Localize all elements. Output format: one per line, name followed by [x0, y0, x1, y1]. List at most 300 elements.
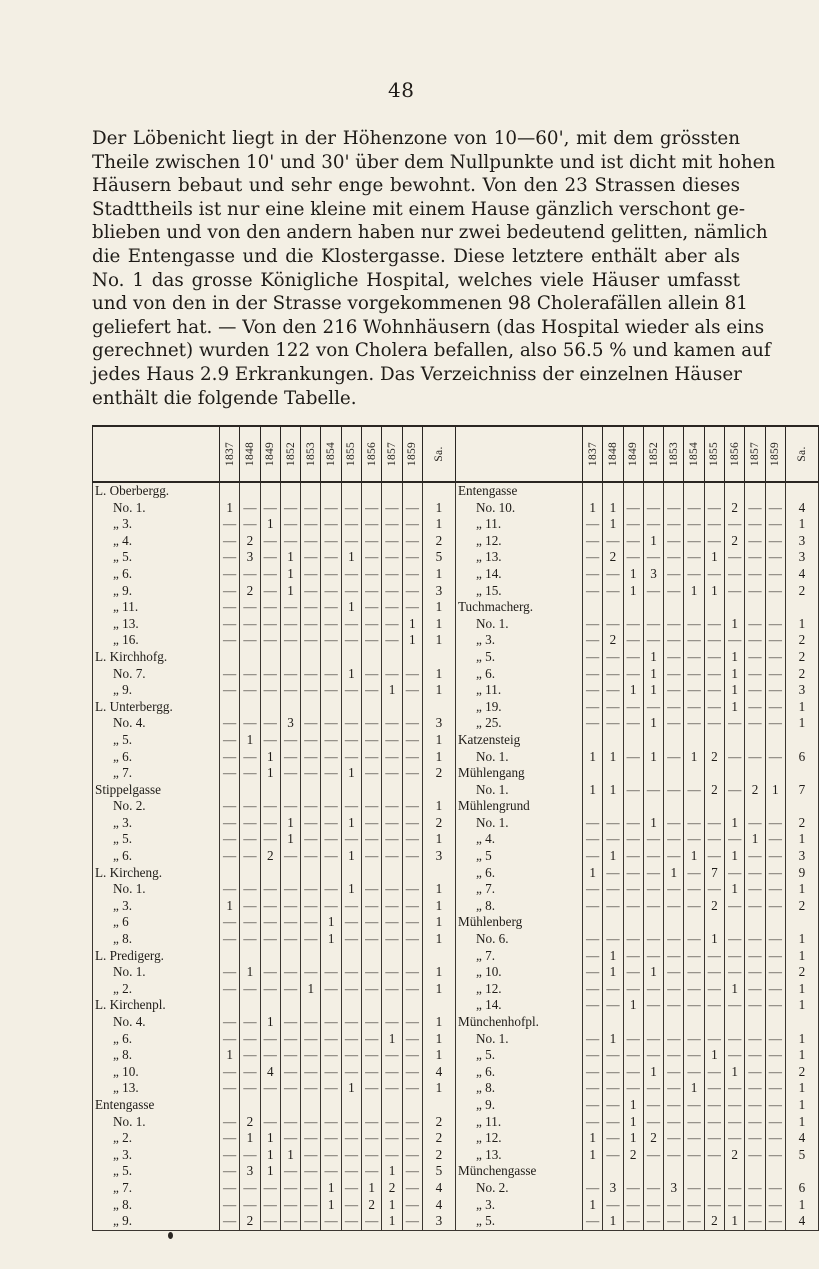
left-case-count: —	[240, 1047, 260, 1064]
right-case-count	[643, 732, 663, 749]
right-case-count: 1	[704, 931, 724, 948]
right-case-count: —	[664, 533, 684, 550]
left-case-count: —	[321, 616, 341, 633]
left-case-count: —	[240, 765, 260, 782]
right-case-count: —	[664, 1031, 684, 1048]
left-row-sum: 1	[422, 566, 455, 583]
right-row-sum: 1	[785, 931, 818, 948]
right-case-count: —	[765, 931, 785, 948]
right-case-count	[643, 765, 663, 782]
right-case-count: 1	[684, 1080, 704, 1097]
left-case-count: —	[402, 1130, 422, 1147]
right-case-count: —	[603, 649, 623, 666]
left-row-sum: 4	[422, 1064, 455, 1081]
year-label: 1857	[748, 441, 761, 467]
right-case-count	[623, 1163, 643, 1180]
left-case-count: —	[301, 1014, 321, 1031]
left-case-count: —	[382, 1064, 402, 1081]
left-case-count	[260, 699, 280, 716]
right-street-name: „ 3.	[455, 1197, 582, 1214]
left-case-count: 1	[382, 682, 402, 699]
right-case-count: —	[765, 1197, 785, 1214]
table-row	[93, 500, 819, 517]
right-case-count: —	[684, 616, 704, 633]
right-sum-header	[785, 426, 818, 482]
year-label: 1859	[406, 441, 419, 467]
left-case-count: —	[402, 898, 422, 915]
year-label: 1853	[304, 441, 317, 467]
year-label: 1854	[688, 441, 701, 467]
right-street-name: Münchenhofpl.	[455, 1014, 582, 1031]
left-case-count: —	[341, 914, 361, 931]
left-case-count: —	[301, 632, 321, 649]
left-row-sum: 3	[422, 715, 455, 732]
right-case-count: —	[725, 997, 745, 1014]
right-street-name: No. 1.	[455, 616, 582, 633]
right-case-count: —	[725, 1180, 745, 1197]
right-case-count: 1	[582, 865, 602, 882]
right-case-count: —	[704, 682, 724, 699]
right-case-count: —	[603, 682, 623, 699]
right-case-count	[684, 482, 704, 500]
left-case-count: —	[402, 666, 422, 683]
right-case-count: —	[765, 500, 785, 517]
right-case-count: —	[582, 898, 602, 915]
right-case-count: —	[745, 1097, 765, 1114]
right-street-header	[455, 426, 582, 482]
left-case-count: —	[301, 583, 321, 600]
right-case-count: —	[603, 1114, 623, 1131]
left-street-name: „ 5.	[93, 549, 220, 566]
table-row	[93, 1197, 819, 1214]
left-case-count: —	[301, 533, 321, 550]
table-row	[93, 815, 819, 832]
right-case-count: —	[745, 964, 765, 981]
right-case-count: —	[704, 500, 724, 517]
left-case-count: —	[280, 1064, 300, 1081]
left-street-name: L. Unterbergg.	[93, 699, 220, 716]
right-case-count: 1	[643, 649, 663, 666]
right-case-count: 1	[603, 848, 623, 865]
right-case-count: —	[704, 666, 724, 683]
year-label: 1853	[667, 441, 680, 467]
left-street-name: „ 3.	[93, 898, 220, 915]
left-street-name: L. Kirchhofg.	[93, 649, 220, 666]
left-case-count: —	[240, 516, 260, 533]
left-case-count: —	[260, 632, 280, 649]
intro-line: die Entengasse und die Klostergasse. Diese letztere enthält aber als	[92, 245, 740, 267]
left-case-count: —	[280, 1047, 300, 1064]
right-case-count: —	[643, 632, 663, 649]
left-case-count: 1	[280, 1147, 300, 1164]
right-case-count: 1	[643, 682, 663, 699]
left-case-count: —	[382, 583, 402, 600]
right-case-count	[582, 914, 602, 931]
year-label: 1849	[627, 441, 640, 467]
left-case-count: —	[382, 931, 402, 948]
right-case-count: 3	[643, 566, 663, 583]
right-case-count: —	[745, 1180, 765, 1197]
left-case-count: —	[301, 616, 321, 633]
intro-line: blieben und von den andern haben nur zwei bedeutend gelitten, nämlich	[92, 222, 768, 244]
left-case-count: —	[301, 931, 321, 948]
year-label: 1856	[365, 441, 378, 467]
right-case-count: —	[664, 1213, 684, 1230]
right-case-count	[765, 1163, 785, 1180]
right-row-sum	[785, 482, 818, 500]
right-row-sum: 3	[785, 848, 818, 865]
left-case-count: —	[402, 981, 422, 998]
right-case-count	[745, 732, 765, 749]
left-case-count: —	[220, 1180, 240, 1197]
left-case-count: —	[362, 964, 382, 981]
left-case-count: —	[301, 1197, 321, 1214]
left-street-name: „ 7.	[93, 1180, 220, 1197]
left-case-count: —	[341, 632, 361, 649]
left-case-count: —	[220, 1114, 240, 1131]
right-case-count: —	[745, 1197, 765, 1214]
right-case-count	[582, 1014, 602, 1031]
left-case-count	[240, 482, 260, 500]
right-year-header	[582, 426, 602, 482]
left-case-count	[280, 997, 300, 1014]
left-case-count: —	[280, 1080, 300, 1097]
right-street-name: No. 1.	[455, 815, 582, 832]
right-street-name: „ 5.	[455, 1213, 582, 1230]
right-street-name: „ 6.	[455, 1064, 582, 1081]
left-case-count: 1	[402, 632, 422, 649]
left-case-count	[341, 482, 361, 500]
right-case-count: —	[684, 500, 704, 517]
left-case-count	[341, 997, 361, 1014]
cholera-table	[92, 425, 819, 1231]
left-case-count: —	[280, 616, 300, 633]
right-case-count: —	[643, 516, 663, 533]
right-case-count: —	[643, 1114, 663, 1131]
left-street-name: Stippelgasse	[93, 782, 220, 799]
right-case-count: —	[664, 815, 684, 832]
right-case-count: —	[725, 583, 745, 600]
left-case-count: —	[362, 931, 382, 948]
right-case-count	[704, 765, 724, 782]
left-case-count: —	[260, 599, 280, 616]
left-case-count: —	[220, 533, 240, 550]
right-case-count: —	[745, 583, 765, 600]
right-case-count: —	[684, 815, 704, 832]
left-case-count: 2	[240, 533, 260, 550]
right-case-count: —	[684, 533, 704, 550]
left-case-count: —	[301, 715, 321, 732]
year-label: 1849	[264, 441, 277, 467]
left-case-count: —	[341, 898, 361, 915]
left-row-sum: 2	[422, 533, 455, 550]
right-case-count: —	[684, 649, 704, 666]
left-case-count: 1	[240, 1130, 260, 1147]
left-street-name: No. 2.	[93, 798, 220, 815]
intro-line: geliefert hat. — Von den 216 Wohnhäusern (das Hospital wieder als eins	[92, 316, 765, 338]
left-case-count	[301, 782, 321, 799]
left-case-count: —	[321, 749, 341, 766]
left-case-count: —	[341, 1047, 361, 1064]
right-case-count: 2	[623, 1147, 643, 1164]
right-year-header	[745, 426, 765, 482]
left-case-count: —	[321, 599, 341, 616]
left-case-count: —	[362, 566, 382, 583]
right-case-count: —	[725, 1031, 745, 1048]
right-case-count: —	[684, 1180, 704, 1197]
right-row-sum: 1	[785, 715, 818, 732]
left-case-count: 2	[382, 1180, 402, 1197]
right-case-count: —	[745, 649, 765, 666]
right-case-count: —	[704, 1197, 724, 1214]
right-street-name: Katzensteig	[455, 732, 582, 749]
right-case-count: —	[745, 1147, 765, 1164]
right-case-count: —	[765, 1047, 785, 1064]
right-case-count: 1	[603, 516, 623, 533]
left-case-count: —	[341, 500, 361, 517]
right-street-name: „ 9.	[455, 1097, 582, 1114]
left-case-count: —	[301, 1114, 321, 1131]
sum-label: Sa.	[795, 446, 808, 462]
left-case-count: —	[382, 616, 402, 633]
right-case-count: —	[623, 749, 643, 766]
left-case-count: 1	[341, 765, 361, 782]
left-case-count	[402, 699, 422, 716]
left-case-count	[382, 699, 402, 716]
right-case-count: 1	[623, 1114, 643, 1131]
left-case-count: —	[382, 500, 402, 517]
left-case-count: —	[280, 765, 300, 782]
left-case-count: —	[321, 1114, 341, 1131]
right-case-count: 1	[725, 848, 745, 865]
table-row	[93, 616, 819, 633]
left-case-count: 1	[382, 1163, 402, 1180]
table-row	[93, 1213, 819, 1230]
table-row	[93, 1080, 819, 1097]
left-case-count	[362, 482, 382, 500]
left-case-count: —	[382, 1130, 402, 1147]
left-case-count	[301, 997, 321, 1014]
left-street-header	[93, 426, 220, 482]
right-case-count	[745, 599, 765, 616]
left-case-count: —	[402, 1197, 422, 1214]
right-case-count: 1	[623, 682, 643, 699]
right-row-sum	[785, 599, 818, 616]
year-label: 1852	[647, 441, 660, 467]
right-row-sum: 2	[785, 666, 818, 683]
right-case-count	[725, 798, 745, 815]
right-case-count: —	[623, 1197, 643, 1214]
right-case-count: —	[582, 566, 602, 583]
left-case-count: —	[402, 831, 422, 848]
left-case-count: 1	[260, 1147, 280, 1164]
right-case-count: 1	[623, 997, 643, 1014]
left-case-count: —	[382, 1047, 402, 1064]
right-row-sum: 1	[785, 1097, 818, 1114]
left-case-count: —	[280, 682, 300, 699]
right-case-count	[582, 765, 602, 782]
table-row	[93, 632, 819, 649]
year-label: 1855	[708, 441, 721, 467]
left-street-name: L. Kircheng.	[93, 865, 220, 882]
right-case-count: —	[623, 516, 643, 533]
left-case-count: —	[280, 516, 300, 533]
right-case-count: —	[765, 533, 785, 550]
page-number: 48	[388, 78, 415, 102]
right-case-count: —	[664, 881, 684, 898]
left-street-name: „ 10.	[93, 1064, 220, 1081]
left-case-count: —	[280, 1114, 300, 1131]
left-case-count: —	[301, 566, 321, 583]
right-row-sum	[785, 732, 818, 749]
right-case-count	[664, 732, 684, 749]
right-case-count	[643, 914, 663, 931]
table-row	[93, 682, 819, 699]
right-case-count: 2	[725, 1147, 745, 1164]
left-case-count	[240, 948, 260, 965]
left-case-count: —	[362, 1163, 382, 1180]
left-case-count: —	[362, 1080, 382, 1097]
left-case-count: —	[301, 1213, 321, 1230]
left-case-count: —	[321, 715, 341, 732]
left-street-name: „ 4.	[93, 533, 220, 550]
left-case-count: —	[341, 732, 361, 749]
left-case-count: —	[321, 798, 341, 815]
table-row	[93, 482, 819, 500]
left-case-count: —	[382, 1147, 402, 1164]
right-case-count: 1	[582, 749, 602, 766]
left-case-count: —	[321, 516, 341, 533]
left-case-count: —	[382, 1014, 402, 1031]
right-case-count: 1	[623, 566, 643, 583]
left-case-count: —	[341, 1014, 361, 1031]
right-case-count: 1	[582, 1130, 602, 1147]
right-case-count: —	[603, 1047, 623, 1064]
right-case-count	[725, 732, 745, 749]
right-row-sum: 6	[785, 1180, 818, 1197]
left-case-count: —	[362, 632, 382, 649]
right-case-count	[745, 914, 765, 931]
left-case-count: —	[341, 964, 361, 981]
left-case-count: —	[260, 500, 280, 517]
left-case-count: —	[321, 831, 341, 848]
left-case-count	[220, 997, 240, 1014]
right-case-count: —	[765, 749, 785, 766]
left-case-count: —	[220, 583, 240, 600]
table-row	[93, 1147, 819, 1164]
right-street-name: Mühlenberg	[455, 914, 582, 931]
right-case-count: —	[765, 1097, 785, 1114]
left-case-count: 1	[321, 1197, 341, 1214]
left-case-count: —	[402, 931, 422, 948]
left-case-count: 1	[341, 815, 361, 832]
right-case-count: —	[664, 1047, 684, 1064]
left-case-count: —	[362, 914, 382, 931]
left-case-count: —	[362, 981, 382, 998]
right-case-count	[765, 1014, 785, 1031]
table-row	[93, 1180, 819, 1197]
left-case-count	[301, 482, 321, 500]
right-case-count	[704, 732, 724, 749]
right-case-count: —	[664, 1130, 684, 1147]
right-case-count: —	[664, 964, 684, 981]
right-case-count: —	[745, 549, 765, 566]
right-case-count	[582, 798, 602, 815]
left-case-count: —	[321, 1031, 341, 1048]
right-row-sum	[785, 765, 818, 782]
left-case-count: —	[240, 798, 260, 815]
table-row	[93, 1097, 819, 1114]
table-row	[93, 931, 819, 948]
right-case-count: —	[704, 1130, 724, 1147]
right-case-count: 2	[704, 898, 724, 915]
table-row	[93, 1114, 819, 1131]
right-case-count: —	[725, 948, 745, 965]
right-case-count	[664, 1014, 684, 1031]
right-case-count: —	[603, 815, 623, 832]
left-case-count: —	[220, 848, 240, 865]
left-case-count	[280, 948, 300, 965]
right-case-count	[684, 765, 704, 782]
right-case-count: —	[704, 566, 724, 583]
left-case-count: —	[321, 549, 341, 566]
left-case-count	[382, 482, 402, 500]
left-street-name: No. 1.	[93, 500, 220, 517]
left-case-count: —	[260, 666, 280, 683]
right-case-count: —	[582, 682, 602, 699]
right-case-count: 1	[643, 964, 663, 981]
left-row-sum: 1	[422, 898, 455, 915]
left-case-count	[260, 782, 280, 799]
right-case-count: —	[623, 666, 643, 683]
right-case-count: —	[664, 981, 684, 998]
left-case-count	[341, 948, 361, 965]
left-case-count: —	[260, 881, 280, 898]
right-row-sum: 1	[785, 881, 818, 898]
left-case-count	[402, 997, 422, 1014]
left-case-count: 1	[220, 1047, 240, 1064]
left-case-count: —	[240, 898, 260, 915]
left-street-name: „ 8.	[93, 931, 220, 948]
right-case-count: 1	[725, 1213, 745, 1230]
left-row-sum: 2	[422, 1147, 455, 1164]
right-case-count: —	[765, 831, 785, 848]
left-case-count: —	[402, 749, 422, 766]
left-case-count: —	[402, 914, 422, 931]
table-row	[93, 549, 819, 566]
left-row-sum: 1	[422, 516, 455, 533]
right-case-count: —	[704, 981, 724, 998]
right-street-name: „ 11.	[455, 682, 582, 699]
left-case-count	[382, 1097, 402, 1114]
left-case-count: —	[321, 732, 341, 749]
left-case-count: —	[280, 931, 300, 948]
left-case-count: —	[362, 749, 382, 766]
left-case-count: —	[382, 516, 402, 533]
left-case-count: —	[341, 1147, 361, 1164]
right-street-name: Mühlengrund	[455, 798, 582, 815]
right-case-count: —	[664, 782, 684, 799]
left-case-count: —	[321, 964, 341, 981]
left-case-count: 1	[341, 666, 361, 683]
left-case-count: 1	[382, 1213, 402, 1230]
left-case-count	[321, 1097, 341, 1114]
right-case-count: 1	[725, 699, 745, 716]
right-case-count: —	[664, 549, 684, 566]
table-row	[93, 649, 819, 666]
right-case-count: —	[765, 649, 785, 666]
right-case-count: —	[725, 516, 745, 533]
